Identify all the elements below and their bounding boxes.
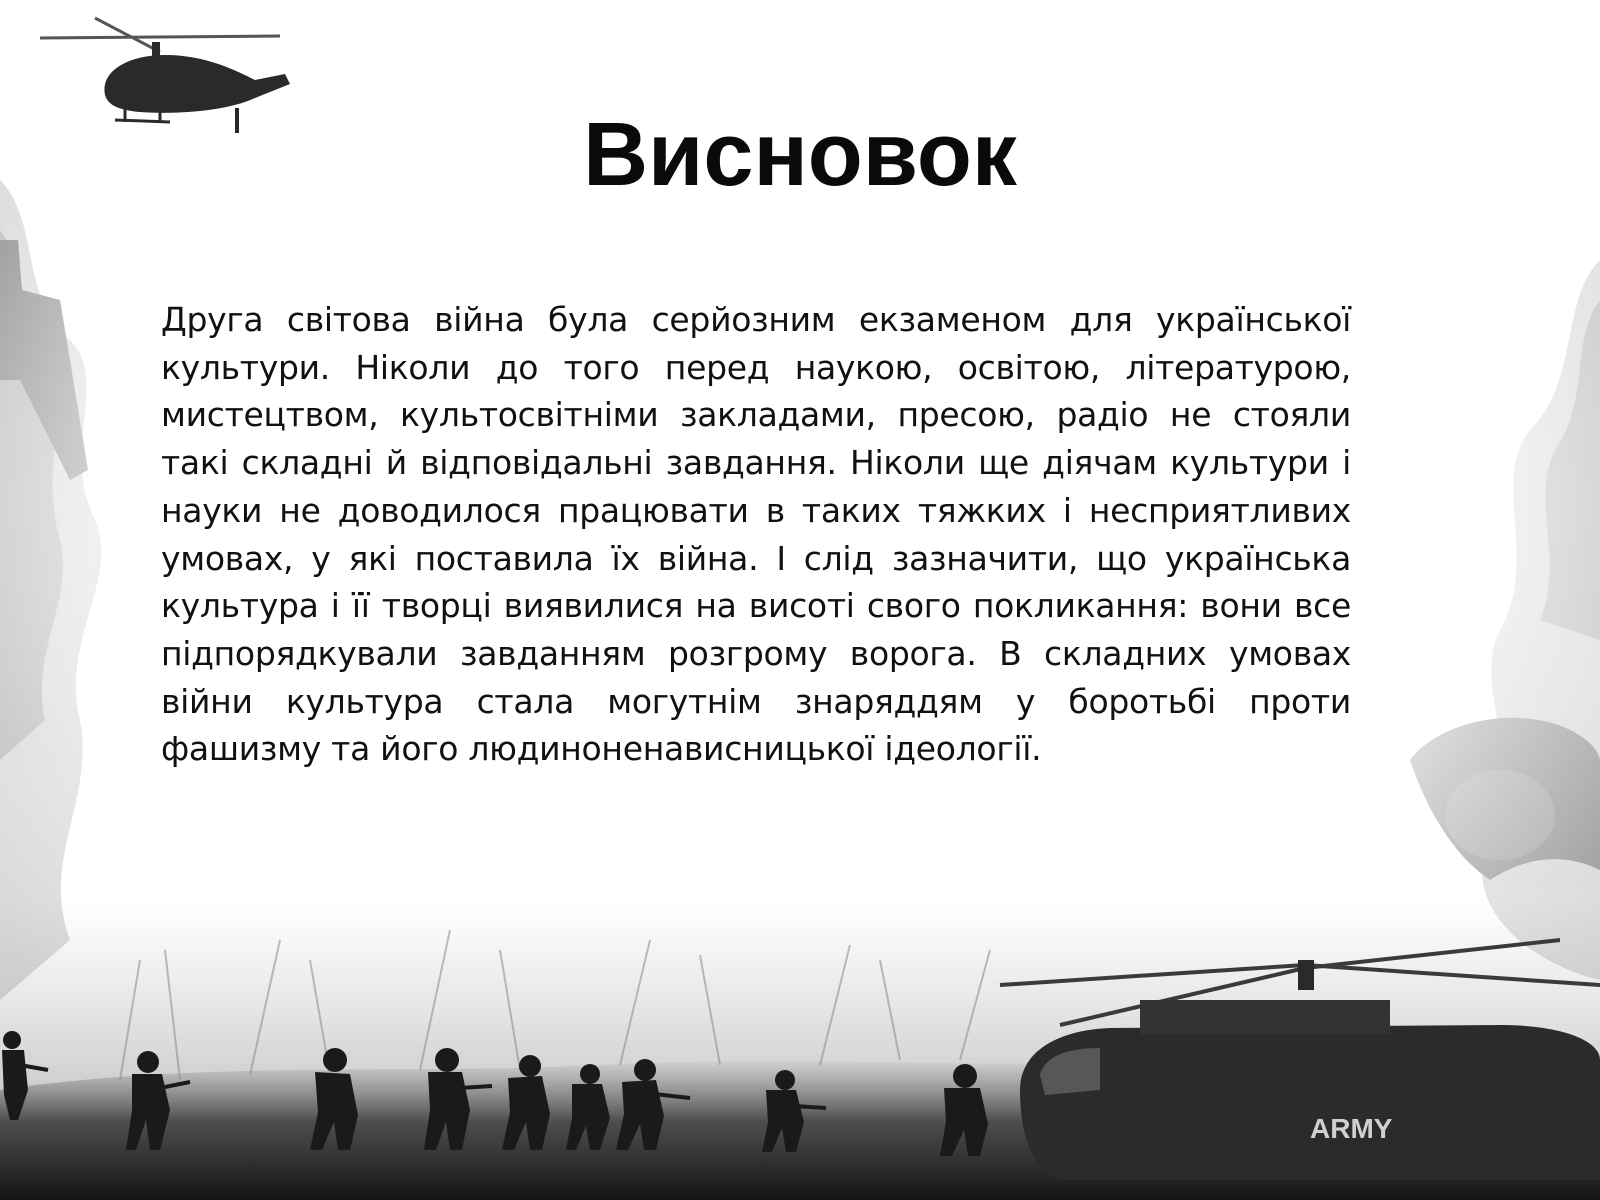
helicopter-army-marking: ARMY	[1310, 1113, 1393, 1144]
slide-title: Висновок	[583, 105, 1017, 205]
conclusion-paragraph: Друга світова війна була серйозним екзаменом для української культури. Ніколи до того перед наукою, освітою, літературою, мистецтвом, культосвітніми закладами, пресою, радіо не стояли такі складні й відповідальні завдання. Ніколи ще діячам культури і науки не доводилося працювати в таких тяжких і несприятливих умовах, у які поставила їх війна. І слід зазначити, що українська культура і її творці виявилися на висоті свого покликання: вони все підпорядкували завданням розгрому ворога. В складних умовах війни культура стала могутнім знаряддям у боротьбі проти фашизму та його людиноненависницької ідеології.	[161, 300, 1351, 769]
